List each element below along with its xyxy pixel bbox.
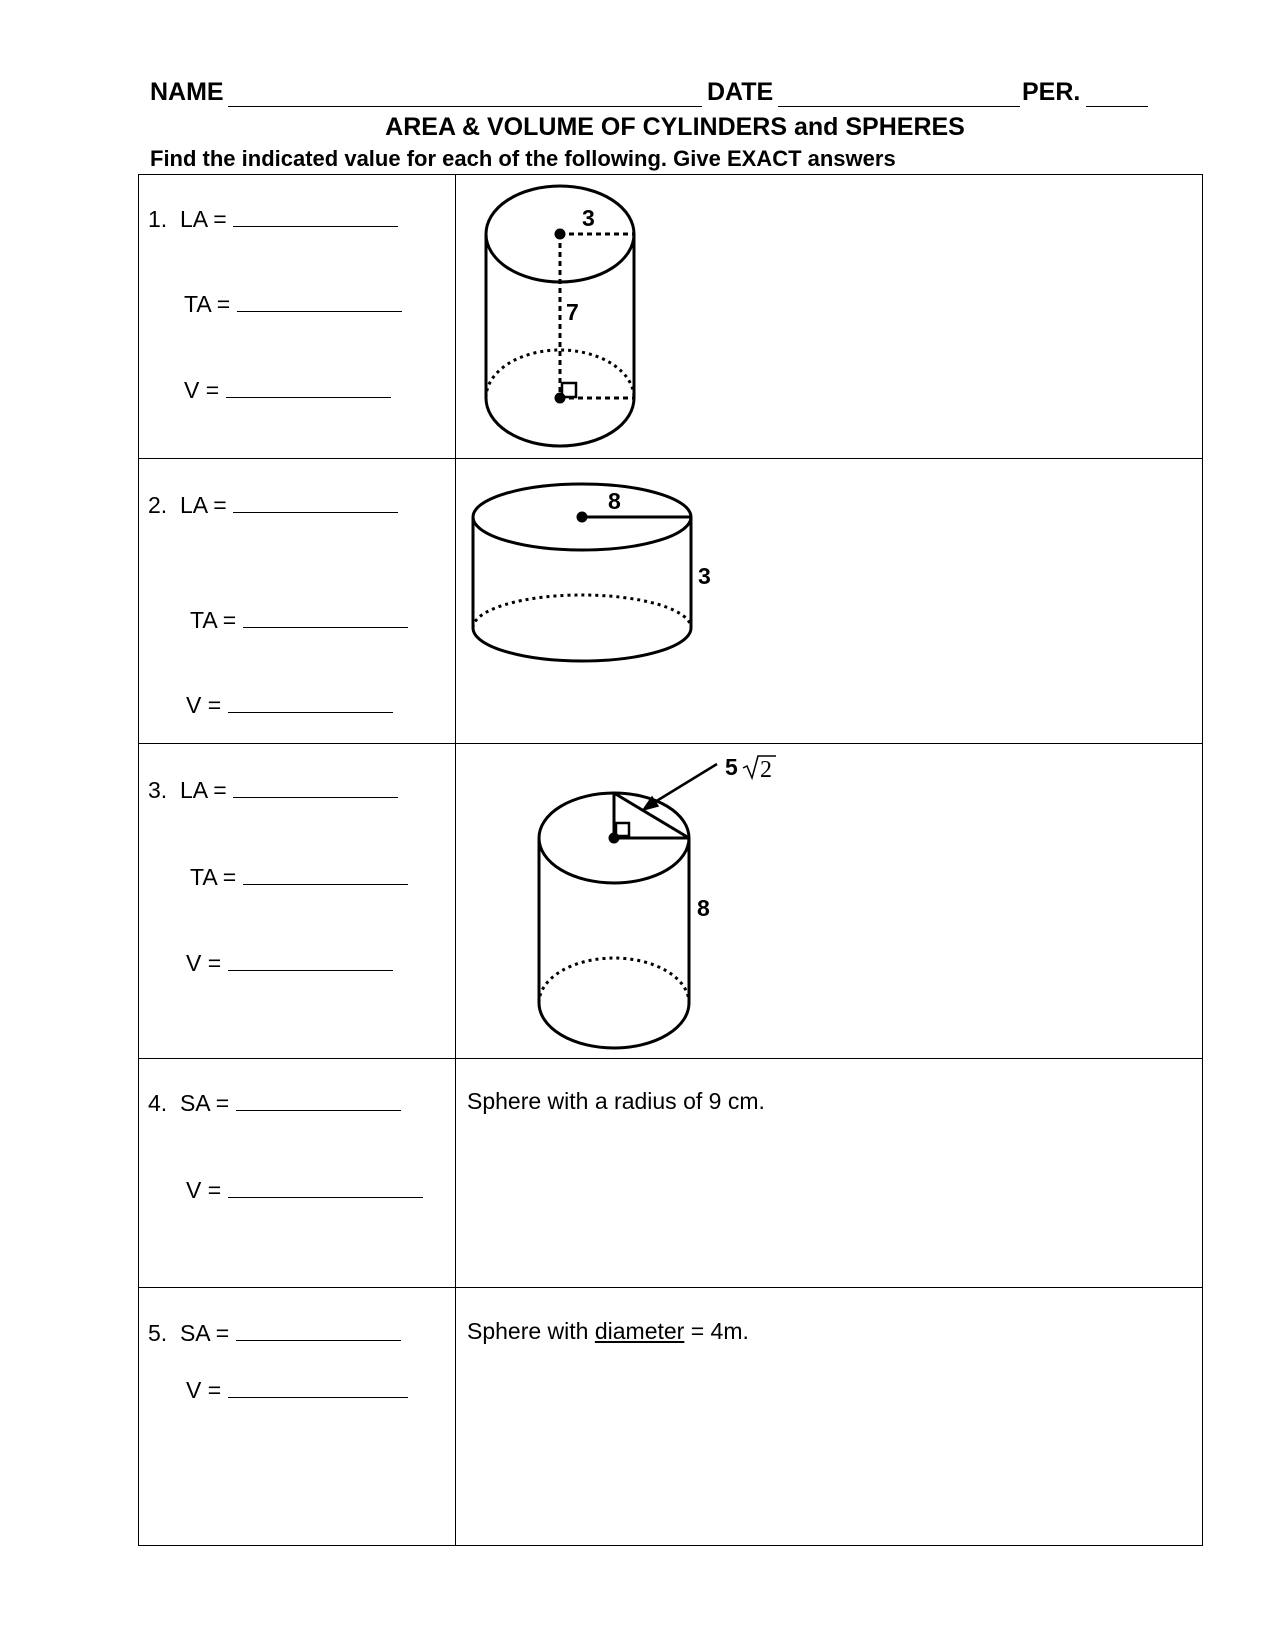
problem-number: 4. <box>148 1090 168 1116</box>
height-label: 8 <box>697 895 710 921</box>
radius-label: 8 <box>608 488 621 514</box>
instructions: Find the indicated value for each of the following. Give EXACT answers <box>150 146 896 171</box>
radicand: 2 <box>760 757 772 783</box>
ta-prompt: TA = <box>184 291 231 317</box>
height-label: 3 <box>698 563 711 589</box>
sa-prompt: SA = <box>179 1090 230 1116</box>
v-prompt: V = <box>186 1177 222 1203</box>
v-prompt: V = <box>186 692 222 718</box>
v-prompt: V = <box>184 377 220 403</box>
la-prompt: LA = <box>179 206 227 232</box>
problem-number: 5. <box>148 1320 168 1346</box>
la-prompt: LA = <box>179 492 227 518</box>
cylinder-bottom-front <box>473 628 691 661</box>
worksheet-title: AREA & VOLUME OF CYLINDERS and SPHERES <box>385 113 965 141</box>
la-prompt: LA = <box>179 777 227 803</box>
date-label: DATE <box>707 78 774 106</box>
center-point <box>610 834 618 842</box>
height-label: 7 <box>566 299 579 325</box>
problem-number: 1. <box>148 206 168 232</box>
cylinder-figure-2 <box>473 484 691 661</box>
sa-prompt: SA = <box>179 1320 230 1346</box>
center-point <box>578 513 586 521</box>
cylinder-bottom-front <box>486 398 634 446</box>
problem-4-description: Sphere with a radius of 9 cm. <box>467 1088 765 1114</box>
cylinder-bottom-back <box>473 595 691 628</box>
period-label: PER. <box>1022 78 1081 106</box>
cylinder-bottom-front <box>539 1003 689 1048</box>
cylinder-figure-1 <box>486 186 634 446</box>
pointer-arrow <box>650 764 717 805</box>
right-angle-marker <box>616 823 629 836</box>
problem-number: 2. <box>148 492 168 518</box>
v-prompt: V = <box>186 950 222 976</box>
name-label: NAME <box>150 78 224 106</box>
radius-label: 3 <box>582 205 595 231</box>
ta-prompt: TA = <box>190 864 237 890</box>
description-text: Sphere with <box>467 1318 595 1344</box>
center-point <box>556 230 564 238</box>
ta-prompt: TA = <box>190 607 237 633</box>
center-point <box>556 394 564 402</box>
problem-number: 3. <box>148 777 168 803</box>
cylinder-figure-3 <box>539 764 717 1048</box>
v-prompt: V = <box>186 1377 222 1403</box>
cylinder-bottom-back <box>539 958 689 1003</box>
description-text: = 4m. <box>684 1318 749 1344</box>
description-underlined-term: diameter <box>594 1318 685 1344</box>
hypotenuse-label: 5 <box>725 754 738 780</box>
